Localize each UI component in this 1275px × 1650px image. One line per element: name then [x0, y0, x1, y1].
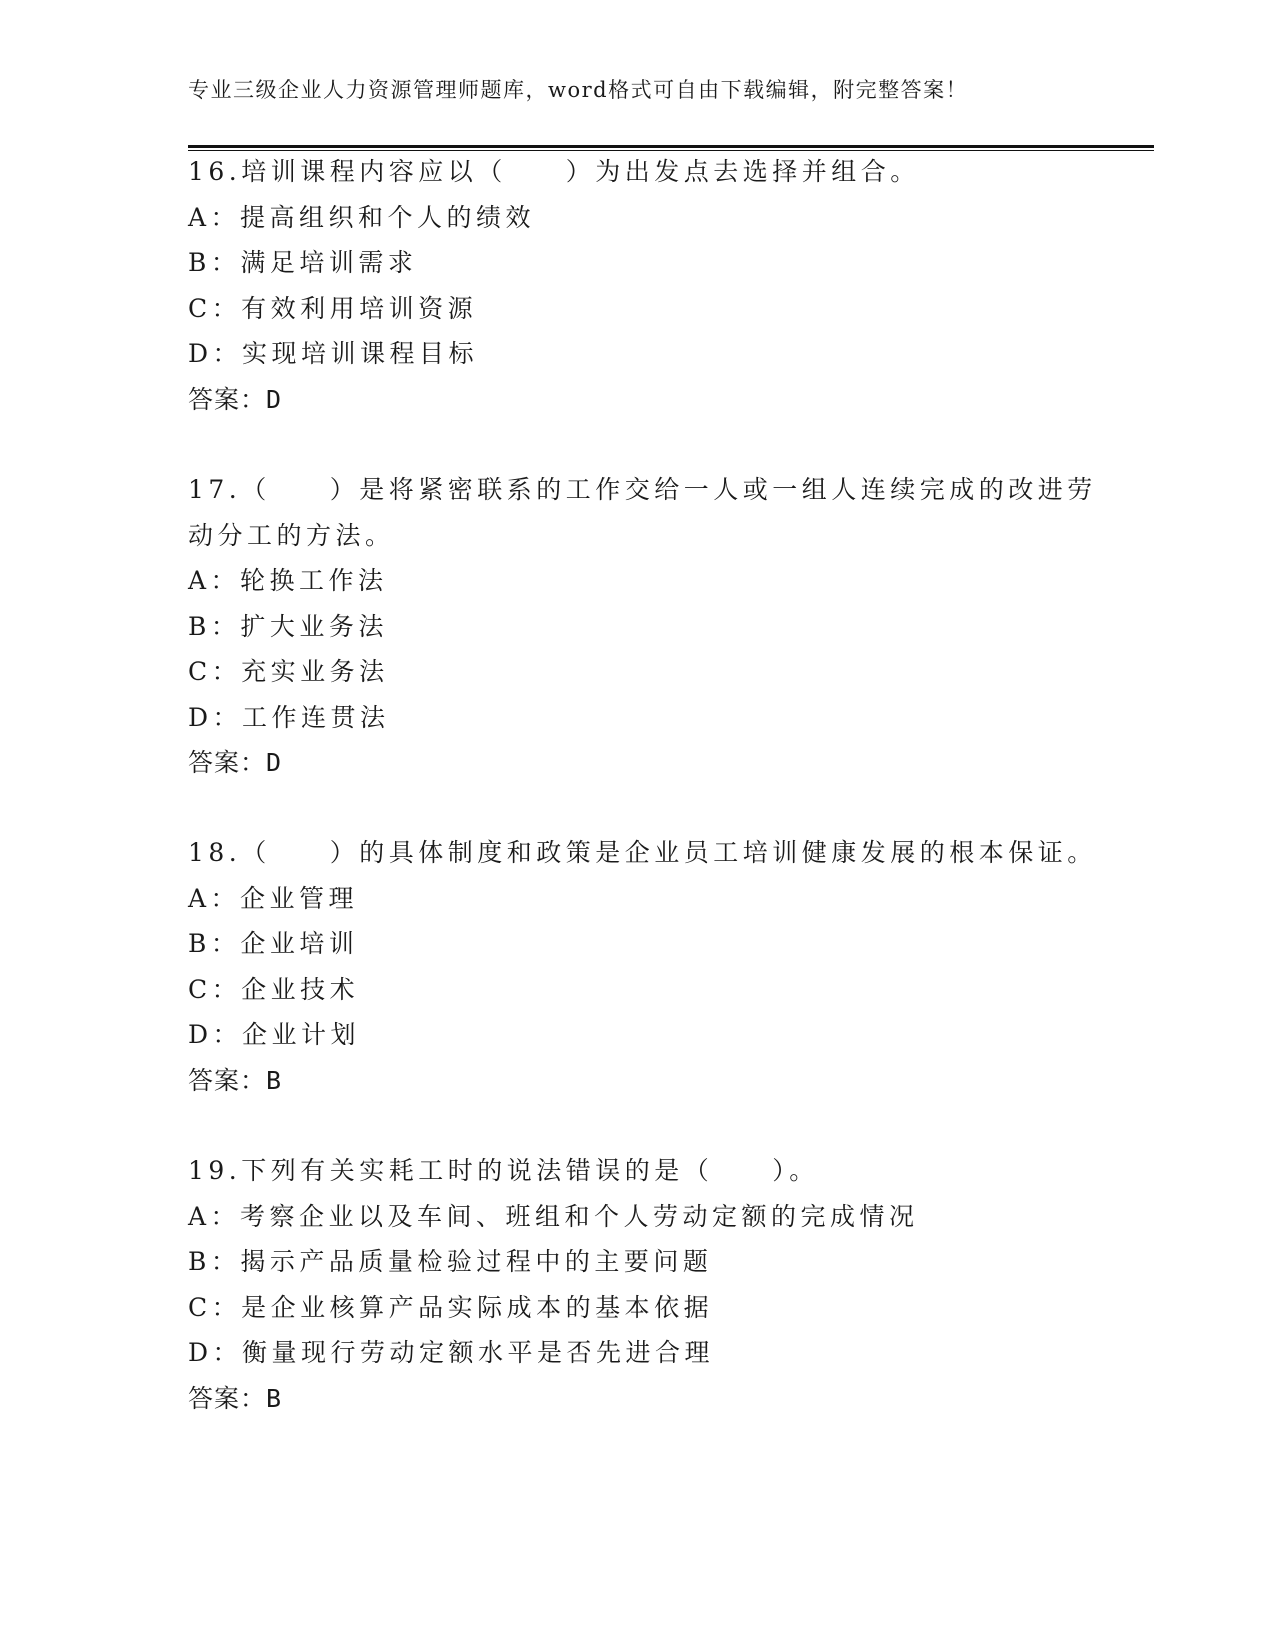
answer-label: 答案： [188, 384, 267, 414]
question-19 [188, 1148, 1088, 1421]
question-16 [188, 149, 1088, 422]
option-c: C：有效利用培训资源 [188, 293, 478, 323]
question-18 [188, 830, 1097, 1103]
option-d: D：实现培训课程目标 [188, 339, 479, 368]
question-stem: 17.（ ）是将紧密联系的工作交给一人或一组人连续完成的改进劳 [188, 475, 1097, 504]
question-stem: 18.（ ）的具体制度和政策是企业员工培训健康发展的根本保证。 [188, 838, 1097, 867]
option-a: A：考察企业以及车间、班组和个人劳动定额的完成情况 [188, 1201, 919, 1231]
answer-label: 答案： [188, 1383, 267, 1413]
option-d: D：企业计划 [188, 1020, 361, 1049]
option-a: A：企业管理 [188, 883, 359, 913]
option-a: A：提高组织和个人的绩效 [188, 202, 536, 232]
answer-line [188, 377, 1088, 423]
question-stem: 19.下列有关实耗工时的说法错误的是（ ）。 [188, 1156, 819, 1185]
header-rule-thick [188, 145, 1154, 148]
option-b: B：满足培训需求 [188, 248, 418, 277]
option-b: B：企业培训 [188, 929, 359, 958]
question-stem-continued: 动分工的方法。 [188, 520, 395, 550]
option-c: C：是企业核算产品实际成本的基本依据 [188, 1292, 714, 1322]
answer-label: 答案： [188, 1065, 267, 1095]
answer-value: D [266, 384, 283, 414]
answer-value: D [266, 748, 283, 777]
option-b: B：扩大业务法 [188, 611, 388, 641]
answer-value: B [266, 1065, 283, 1095]
option-a: A：轮换工作法 [188, 566, 388, 595]
page-header: 专业三级企业人力资源管理师题库，word格式可自由下载编辑，附完整答案！ [188, 78, 969, 102]
option-c: C：企业技术 [188, 974, 360, 1004]
option-d: D：衡量现行劳动定额水平是否先进合理 [188, 1338, 715, 1367]
answer-label: 答案： [188, 748, 267, 777]
option-b: B：揭示产品质量检验过程中的主要问题 [188, 1247, 713, 1276]
question-stem: 16.培训课程内容应以（ ）为出发点去选择并组合。 [188, 157, 920, 186]
option-d: D：工作连贯法 [188, 702, 390, 732]
answer-line [188, 1376, 1088, 1422]
question-17 [188, 467, 1097, 786]
answer-line [188, 740, 1088, 786]
answer-value: B [266, 1383, 283, 1413]
answer-line [188, 1058, 1088, 1104]
option-c: C：充实业务法 [188, 657, 389, 686]
